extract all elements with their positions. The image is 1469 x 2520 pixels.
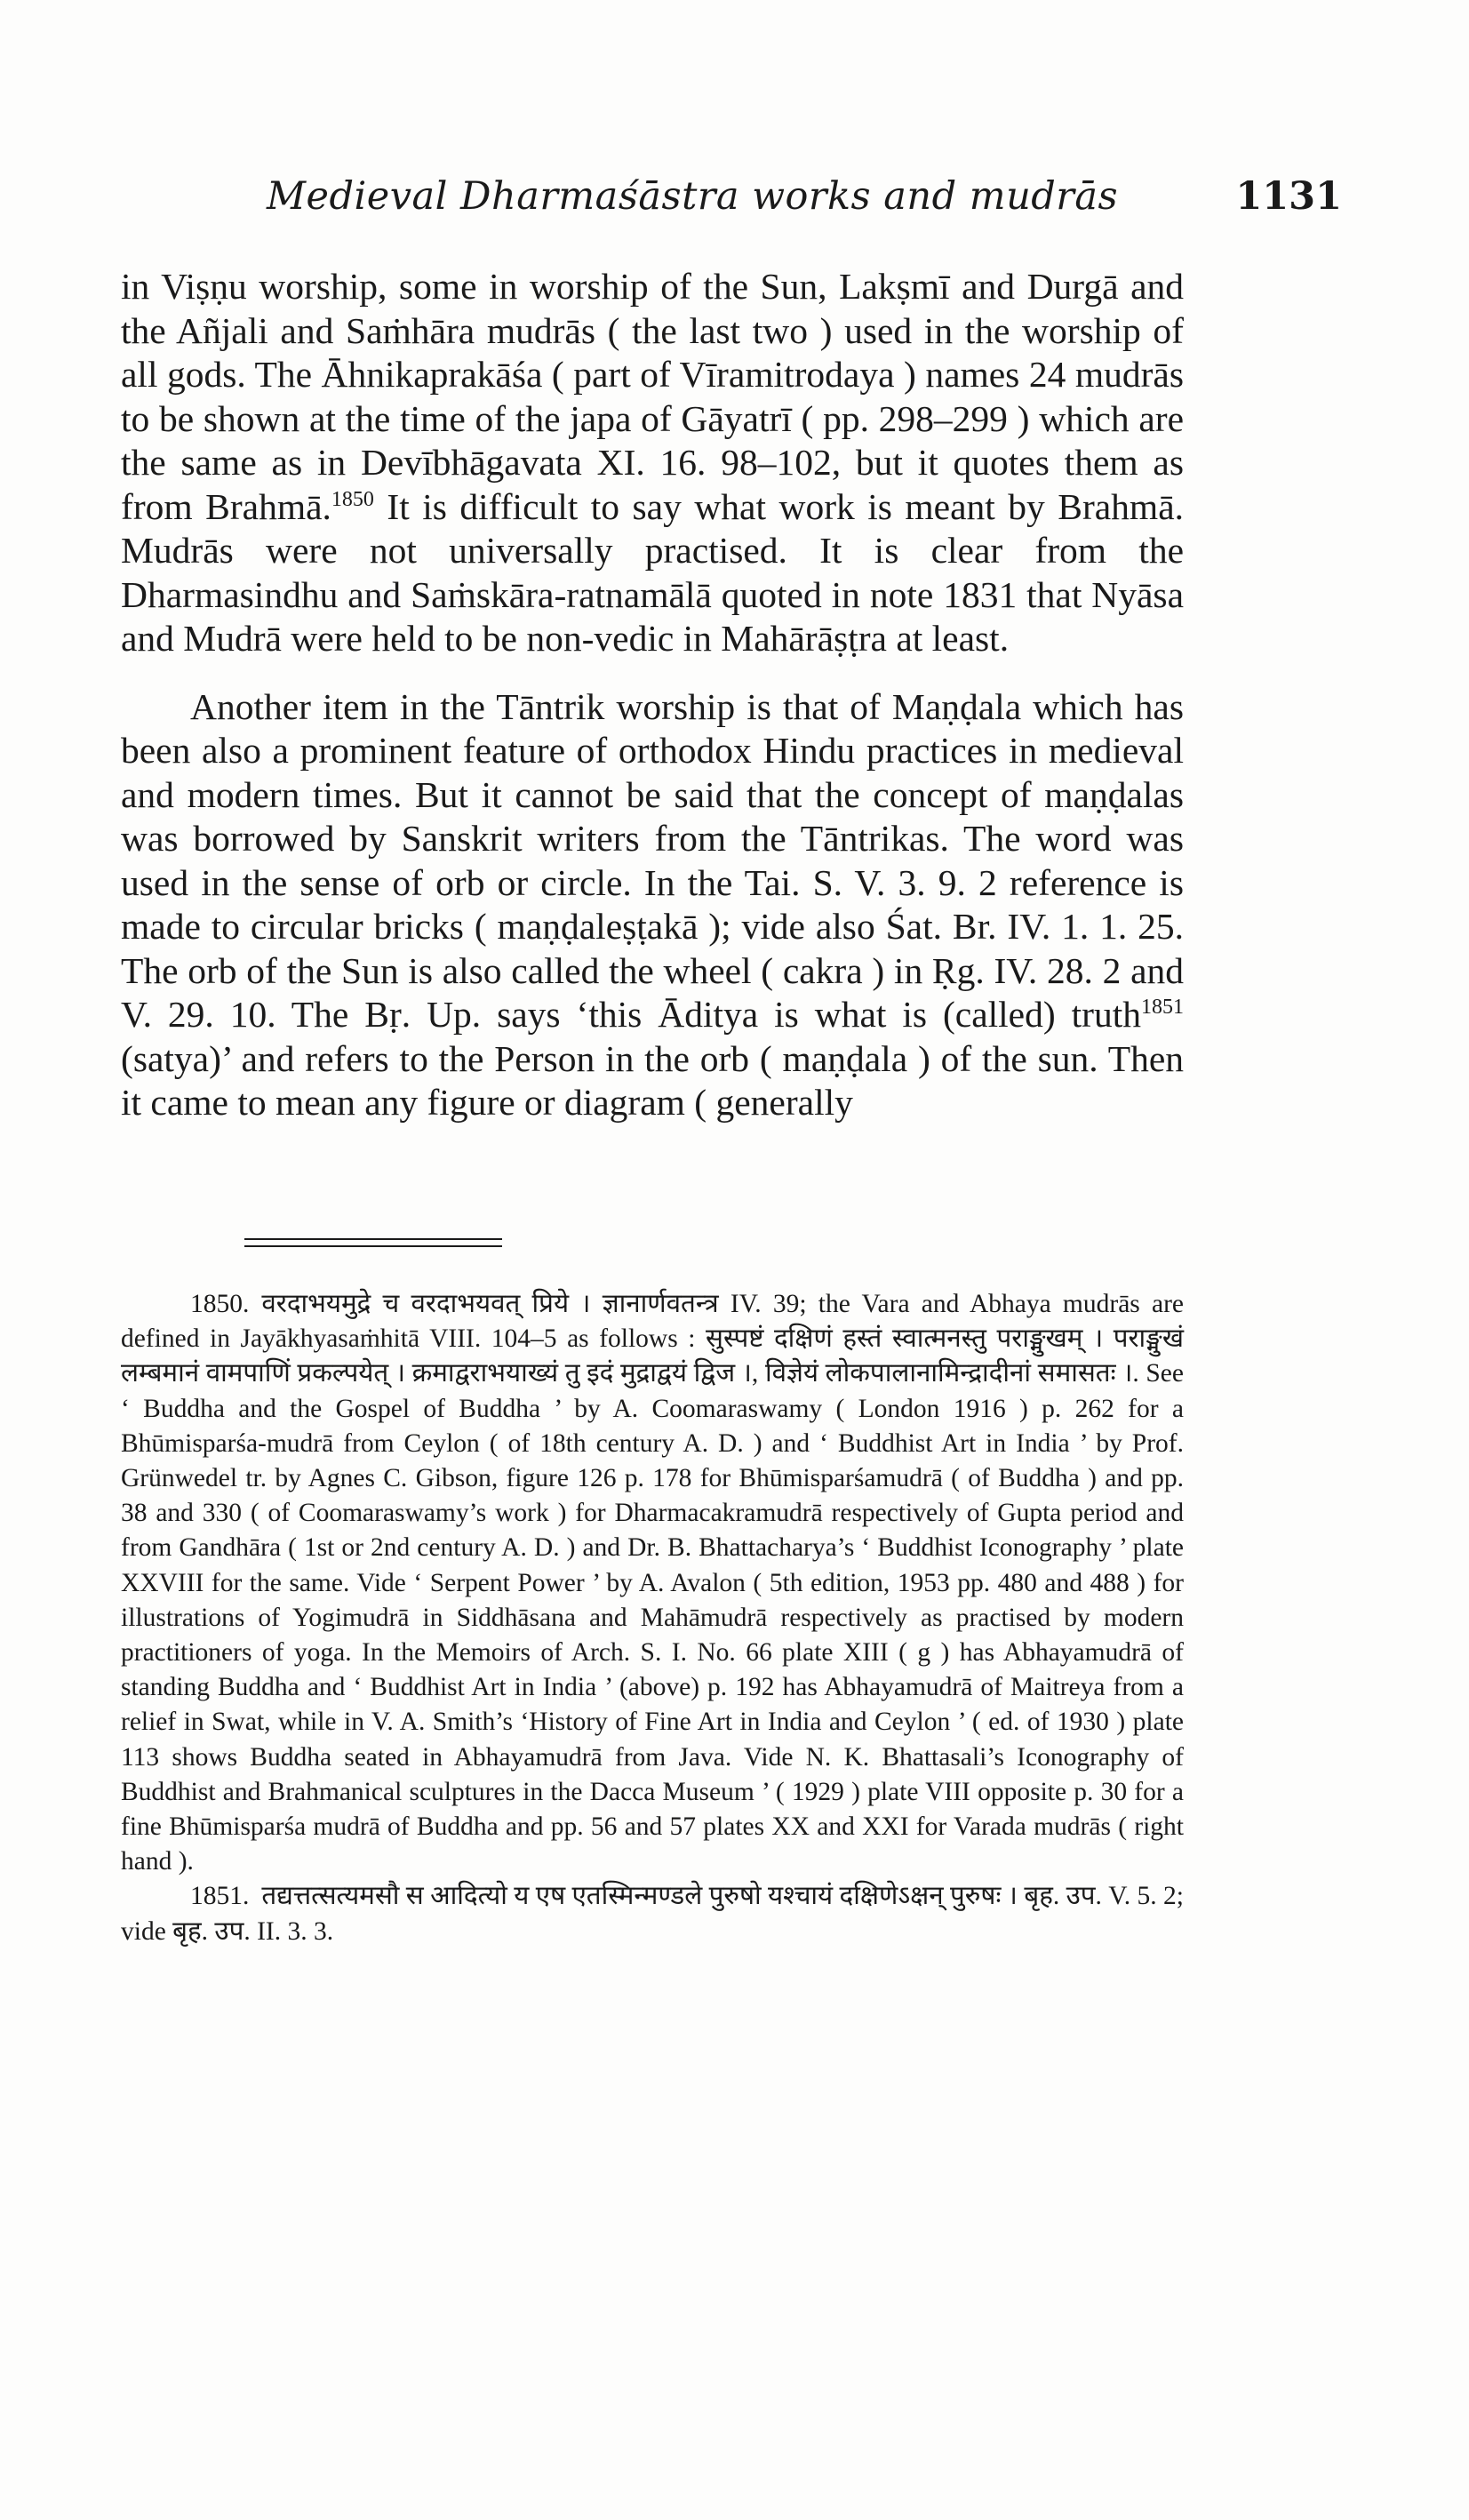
paragraph-1-end: It is difficult to say what work is meant by Brahmā. Mudrās were not universally practised. It is clear from the Dharmasindhu and Saṁskāra-ratnamālā quoted in note 1831 that Nyāsa and Mudrā were held to be non-vedic in Mahārāṣṭra at least. [121, 485, 1185, 659]
footnote-1851 [121, 1879, 1184, 1948]
footnote-text: वरदाभयमुद्रे च वरदाभयवत् प्रिये । ज्ञानार्णवतन्त्र IV. 39; the Vara and Abhaya mudrās are defined in Jayākhyasaṁhitā VIII. 104–5 as follows : सुस्पष्टं दक्षिणं हस्तं स्वात्मनस्तु पराङ्मुखम् । पराङ्मुखं लम्बमानं वामपाणिं प्रकल्पयेत् । क्रमाद्वराभयाख्यं तु इदं मुद्राद्वयं द्विज ।, विज्ञेयं लोकपालानामिन्द्रादीनां समासतः ।. See ‘ Buddha and the Gospel of Buddha ’ by A. Coomaraswamy ( London 1916 ) p. 262 for a Bhūmisparśa-mudrā from Ceylon ( of 18th century A. D. ) and ‘ Buddhist Art in India ’ by Prof. Grünwedel tr. by Agnes C. Gibson, figure 126 p. 178 for Bhūmisparśamudrā ( of Buddha ) and pp. 38 and 330 ( of Coomaraswamy’s work ) for Dharmacakramudrā respectively of Gupta period and from Gandhāra ( 1st or 2nd century A. D. ) and Dr. B. Bhattacharya’s ‘ Buddhist Iconography ’ plate XXVIII for the same. Vide ‘ Serpent Power ’ by A. Avalon ( 5th edition, 1953 pp. 480 and 488 ) for illustrations of Yogimudrā in Siddhāsana and Mahāmudrā respectively as practised by modern practitioners of yoga. In the Memoirs of Arch. S. I. No. 66 plate XIII ( g ) has Abhayamudrā of standing Buddha and ‘ Buddhist Art in India ’ (above) p. 192 has Abhayamudrā of Maitreya from a relief in Swat, while in V. A. Smith’s ‘History of Fine Art in India and Ceylon ’ ( ed. of 1930 ) plate 113 shows Buddha seated in Abhayamudrā from Java. Vide N. K. Bhattasali’s Iconography of Buddhist and Brahmanical sculptures in the Dacca Museum ’ ( 1929 ) plate VIII opposite p. 30 for a fine Bhūmisparśa mudrā of Buddha and pp. 56 and 57 plates XX and XXI for Varada mudrās ( right hand ). [121, 1290, 1184, 1876]
footnote-number: 1850. [190, 1290, 250, 1318]
footnote-rule-bottom [244, 1245, 502, 1247]
footnote-number: 1851. [190, 1882, 250, 1911]
paragraph-1 [121, 265, 1184, 661]
footnote-text: तद्यत्तत्सत्यमसौ स आदित्यो य एष एतस्मिन्मण्डले पुरुषो यश्चायं दक्षिणेऽक्षन् पुरुषः । बृह. उप. V. 5. 2; vide बृह. उप. II. 3. 3. [121, 1882, 1184, 1946]
paragraph-2-text: Another item in the Tāntrik worship is that of Maṇḍala which has been also a prominent feature of orthodox Hindu practices in medieval and modern times. But it cannot be said that the concept of maṇḍalas was borrowed by Sanskrit writers from the Tāntrikas. The word was used in the sense of orb or circle. In the Tai. S. V. 3. 9. 2 reference is made to circular bricks ( maṇḍaleṣṭakā ); vide also Śat. Br. IV. 1. 1. 25. The orb of the Sun is also called the wheel ( cakra ) in Ṛg. IV. 28. 2 and V. 29. 10. The Bṛ. Up. says ‘this Āditya is what is (called) truth [121, 685, 1184, 1035]
paragraph-2-end: (satya)’ and refers to the Person in the orb ( maṇḍala ) of the sun. Then it came to mean any figure or diagram ( generally [121, 1037, 1184, 1123]
footnote-1850 [121, 1287, 1184, 1879]
page-number: 1131 [1235, 174, 1342, 219]
page-header [267, 174, 1342, 228]
paragraph-2 [121, 685, 1184, 1125]
paragraph-1-text: in Viṣṇu worship, some in worship of the Sun, Lakṣmī and Durgā and the Añjali and Saṁhāra mudrās ( the last two ) used in the worship of all gods. The Āhnikaprakāśa ( part of Vīramitrodaya ) names 24 mudrās to be shown at the time of the japa of Gāyatrī ( pp. 298–299 ) which are the same as in Devībhāgavata XI. 16. 98–102, but it quotes them as from Brahmā. [121, 266, 1184, 527]
footnote-ref-1850: 1850 [331, 487, 374, 511]
footnote-ref-1851: 1851 [1141, 996, 1184, 1019]
running-title: Medieval Dharmaśāstra works and mudrās [267, 174, 1119, 219]
footnote-rule-top [244, 1238, 502, 1240]
footnotes [121, 1287, 1184, 1949]
main-text [121, 265, 1184, 1125]
